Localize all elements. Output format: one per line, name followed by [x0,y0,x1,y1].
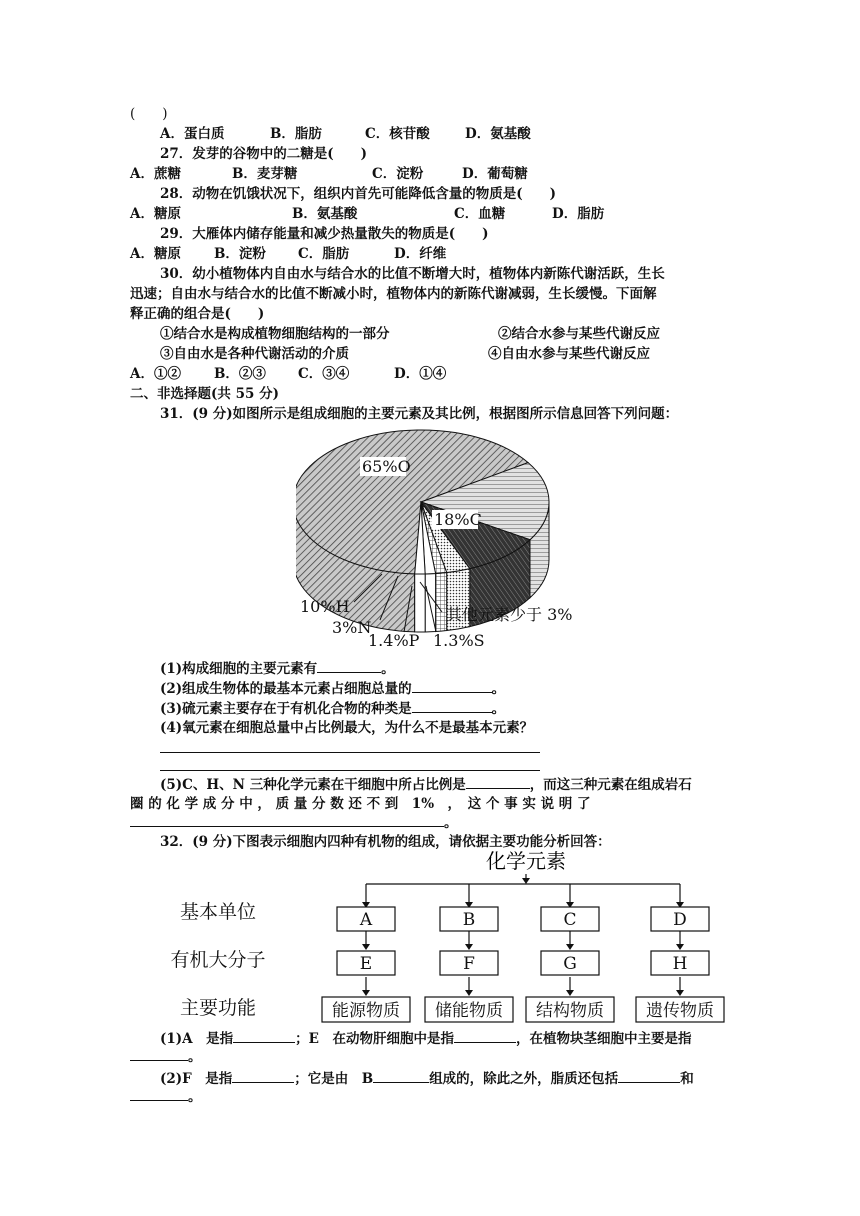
q32-part1-end: 。 [188,1049,202,1065]
diagram-row-label: 主要功能 [179,997,257,1019]
q29-option-b[interactable]: B．淀粉 [214,246,266,262]
q32-part2-text: (2)F 是指 [160,1071,233,1087]
q31-part5-line3 [130,812,458,833]
q32-part1-blank-1[interactable] [233,1028,295,1043]
macro-label: G [563,954,577,974]
q29-options [130,244,446,264]
q31-part4-answer-line-2[interactable] [160,770,540,771]
q31-part1-end: 。 [381,661,395,677]
q32-part2-blank-2[interactable] [373,1068,429,1083]
q32-part2-text-2: ；它是由 B [294,1071,374,1087]
q31-part5-text-2: ，而这三种元素在组成岩石 [529,777,692,793]
q27-option-c[interactable]: C．淀粉 [372,166,424,182]
q29-stem: 29．大雁体内储存能量和减少热量散失的物质是( ) [160,226,489,242]
q32-part1-blank-2[interactable] [454,1028,516,1043]
q32-stem: 32．(9 分)下图表示细胞内四种有机物的组成，请依据主要功能分析回答： [160,834,611,850]
function-label: 结构物质 [536,1001,604,1021]
q30-options [130,364,446,384]
q27-option-b[interactable]: B．麦芽糖 [232,166,298,182]
q30-option-d[interactable]: D．①④ [394,366,447,382]
q28-option-c[interactable]: C．血糖 [454,206,506,222]
pie-label: 1.3%S [433,631,485,650]
pie-label: 其他元素少于 3% [446,605,573,624]
diagram-top-label: 化学元素 [486,849,566,873]
q28-option-d[interactable]: D．脂肪 [552,206,605,222]
q32-part1-text: (1)A 是指 [160,1031,234,1047]
q32-part2-text-4: 和 [680,1071,694,1087]
pie-label: 65%O [362,457,411,476]
function-label: 储能物质 [435,1001,503,1021]
element-pie-chart [296,424,606,650]
q30-option-c[interactable]: C．③④ [298,366,350,382]
unit-label: A [359,910,373,930]
q31-part1-text: (1)构成细胞的主要元素有 [160,661,318,677]
q32-part1-line2 [130,1046,202,1067]
q31-part3-end: 。 [491,701,506,717]
q28-options [130,204,604,224]
q31-part4: (4)氧元素在细胞总量中占比例最大，为什么不是最基本元素？ [160,720,534,736]
pie-label: 10%H [300,597,350,616]
q31-part5-text: (5)C、H、N 三种化学元素在干细胞中所占比例是 [160,777,466,793]
q32-part2-blank-1[interactable] [232,1068,294,1083]
unit-label: C [563,910,577,930]
q26-tail: ( ) [130,106,168,122]
q31-part5 [160,774,692,795]
q30-line2: 迅速；自由水与结合水的比值不断减小时，植物体内的新陈代谢减弱，生长缓慢。下面解 [130,286,657,302]
q31-part5-end: 。 [444,815,458,831]
q26-options [160,124,531,144]
diagram-arrowheads [359,878,684,996]
unit-label: D [673,910,687,930]
q32-part1-text-2: ；E 在动物肝细胞中是指 [295,1031,454,1047]
q31-part3-text: (3)硫元素主要存在于有机化合物的种类是 [160,701,412,717]
q29-option-c[interactable]: C．脂肪 [298,246,350,262]
q32-part1-text-3: ，在植物块茎细胞中主要是指 [515,1031,692,1047]
q32-part2-text-3: 组成的，除此之外，脂质还包括 [429,1071,619,1087]
macro-label: E [359,954,373,974]
q31-part3-blank[interactable] [412,698,492,713]
q31-part2-end: 。 [491,681,506,697]
q30-statement-4: ④自由水参与某些代谢反应 [488,346,650,362]
q32-part2-line2 [130,1086,202,1107]
q31-part4-answer-line-1[interactable] [160,752,540,753]
q32-part2-end: 。 [188,1089,202,1105]
pie-label: 3%N [332,618,372,637]
q28-option-b[interactable]: B．氨基酸 [292,206,358,222]
q28-option-a[interactable]: A．糖原 [130,206,181,222]
q30-option-a[interactable]: A．①② [130,366,181,382]
q31-part1-blank[interactable] [317,658,381,673]
q30-statement-2: ②结合水参与某些代谢反应 [498,326,660,342]
q30-line1: 30．幼小植物体内自由水与结合水的比值不断增大时，植物体内新陈代谢活跃，生长 [160,266,665,282]
q30-statement-1: ①结合水是构成植物细胞结构的一部分 [160,326,390,342]
q31-part2-text: (2)组成生物体的最基本元素占细胞总量的 [160,681,412,697]
diagram-row-label: 有机大分子 [170,949,266,971]
q30-statement-3: ③自由水是各种代谢活动的介质 [160,346,349,362]
section-2-heading: 二、非选择题(共 55 分) [130,386,279,402]
pie-label: 1.4%P [368,631,420,650]
q31-part2-blank[interactable] [412,678,492,693]
pie-label: 18%C [434,510,482,529]
diagram-row-label: 基本单位 [179,901,257,923]
function-label: 能源物质 [332,1001,400,1021]
organic-matter-diagram [160,848,740,1026]
q30-line3: 释正确的组合是( ) [130,306,265,322]
q32-part2-blank-3[interactable] [618,1068,680,1083]
q31-part3 [160,698,505,719]
q26-option-b[interactable]: B．脂肪 [270,126,322,142]
q31-part1 [160,658,395,679]
q27-option-d[interactable]: D．葡萄糖 [462,166,528,182]
pie-top-face [296,430,549,574]
q31-stem: 31．(9 分)如图所示是组成细胞的主要元素及其比例，根据图所示信息回答下列问题： [160,406,679,422]
q29-option-a[interactable]: A．糖原 [130,246,181,262]
q27-stem: 27．发芽的谷物中的二糖是( ) [160,146,368,162]
q26-option-d[interactable]: D．氨基酸 [465,126,531,142]
q31-part5-blank-1[interactable] [466,774,530,789]
q26-option-c[interactable]: C．核苷酸 [365,126,430,142]
q30-option-b[interactable]: B．②③ [214,366,266,382]
q32-part2-blank-4[interactable] [130,1086,188,1101]
diagram-connectors [366,874,680,994]
q31-part2 [160,678,505,699]
q27-options [130,164,528,184]
q31-part5-blank-2[interactable] [130,812,444,827]
q28-stem: 28．动物在饥饿状况下，组织内首先可能降低含量的物质是( ) [160,186,557,202]
q32-part1 [160,1028,691,1049]
macro-label: F [463,954,475,974]
q26-option-a[interactable]: A．蛋白质 [160,126,225,142]
q27-option-a[interactable]: A．蔗糖 [130,166,181,182]
unit-label: B [462,910,476,930]
function-label: 遗传物质 [646,1001,714,1021]
q32-part2 [160,1068,694,1089]
q29-option-d[interactable]: D．纤维 [394,246,447,262]
q31-part5-line2: 圈 的 化 学 成 分 中 ， 质 量 分 数 还 不 到 1% ， 这 个 事 实 说 明 了 [130,796,591,812]
macro-label: H [672,954,688,974]
q32-part1-blank-3[interactable] [130,1046,188,1061]
